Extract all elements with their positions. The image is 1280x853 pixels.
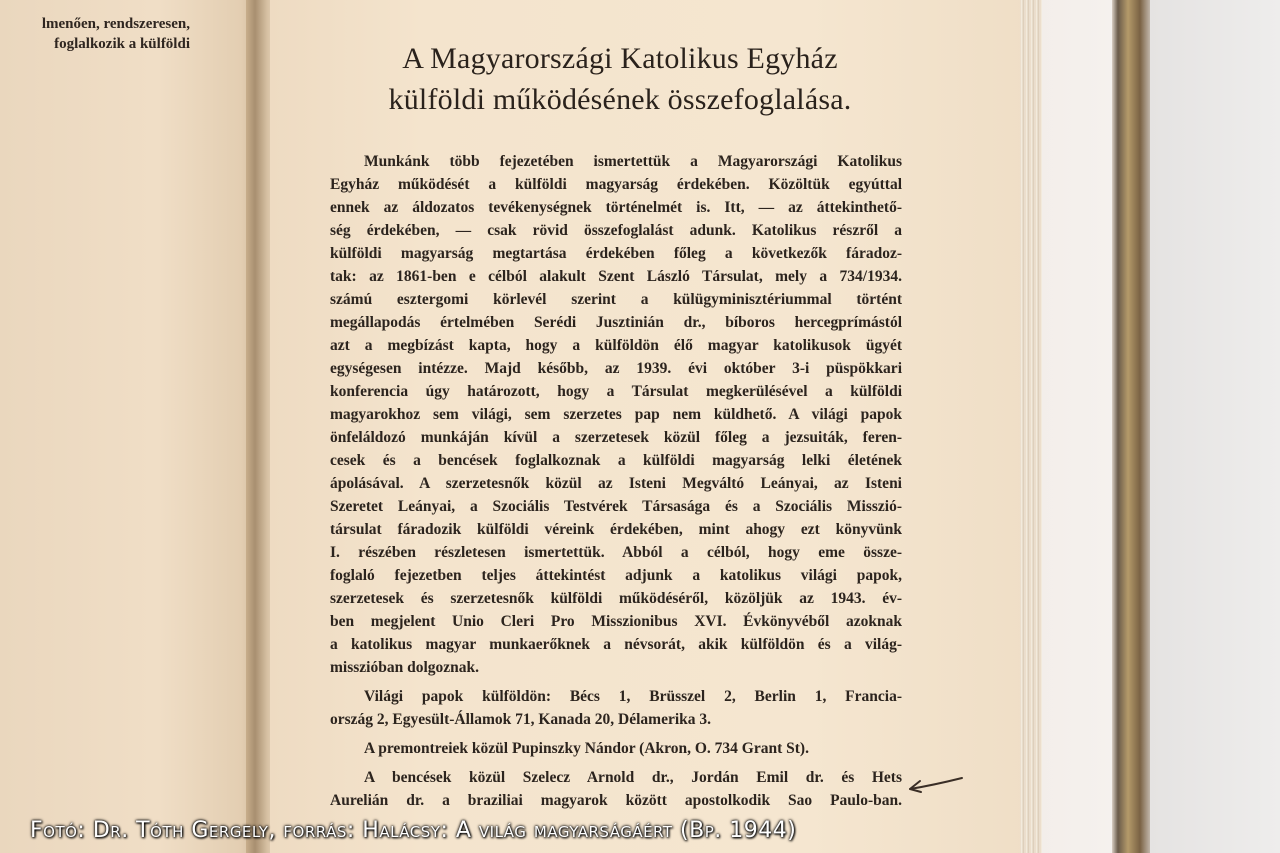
body-line: társulat fáradozik külföldi véreink érdekében, mint ahogy ezt könyvünk bbox=[330, 521, 902, 538]
left-page-text bbox=[0, 0, 190, 54]
body-line: foglaló fejezetben teljes áttekintést adjunk a katolikus világi papok, bbox=[330, 567, 902, 584]
body-text bbox=[330, 150, 902, 812]
body-line: megállapodás értelmében Serédi Jusztinián dr., bíboros hercegprímástól bbox=[330, 314, 902, 331]
body-line: Aurelián dr. a braziliai magyarok között apostolkodik Sao Paulo-ban. bbox=[330, 792, 902, 809]
body-line: A bencések közül Szelecz Arnold dr., Jordán Emil dr. és Hets bbox=[364, 769, 902, 786]
page-edges bbox=[1020, 0, 1042, 853]
chapter-title-line-2: külföldi működésének összefoglalása. bbox=[388, 83, 852, 116]
body-line: ennek az áldozatos tevékenységnek történelmét is. Itt, — az áttekinthető- bbox=[330, 199, 902, 216]
left-page-line bbox=[0, 0, 190, 14]
body-line: cesek és a bencések foglalkoznak a külföldi magyarság lelki életének bbox=[330, 452, 902, 469]
photo-credit-caption: Fotó: Dr. Tóth Gergely, forrás: Halácsy: A világ magyarságáért (Bp. 1944) bbox=[30, 818, 797, 843]
body-line: ben megjelent Unio Cleri Pro Misszionibus XVI. Évkönyvéből azoknak bbox=[330, 613, 902, 630]
body-line: ország 2, Egyesült-Államok 71, Kanada 20, Délamerika 3. bbox=[330, 711, 712, 728]
body-line: Szeretet Leányai, a Szociális Testvérek Társasága és a Szociális Misszió- bbox=[330, 498, 902, 515]
chapter-title-line-1: A Magyarországi Katolikus Egyház bbox=[402, 42, 838, 75]
body-line: a katolikus magyar munkaerőknek a névsorát, akik külföldön és a világ- bbox=[330, 636, 902, 653]
body-line: ség érdekében, — csak rövid összefoglalást adunk. Katolikus részről a bbox=[330, 222, 902, 239]
hand-drawn-arrow-icon bbox=[906, 773, 966, 795]
body-line: konferencia úgy határozott, hogy a Társulat megkerülésével a külföldi bbox=[330, 383, 902, 400]
body-line: I. részében részletesen ismertettük. Abból a célból, hogy eme össze- bbox=[330, 544, 902, 561]
body-line: szerzetesek és szerzetesnők külföldi működéséről, közöljük az 1943. év- bbox=[330, 590, 902, 607]
body-line: önfeláldozó munkáján kívül a szerzetesek közül főleg a jezsuiták, feren- bbox=[330, 429, 902, 446]
book-cover-edge bbox=[1112, 0, 1152, 853]
body-line: Egyház működését a külföldi magyarság érdekében. Közöltük egyúttal bbox=[330, 176, 902, 193]
body-line: Világi papok külföldön: Bécs 1, Brüsszel 2, Berlin 1, Francia- bbox=[364, 688, 902, 705]
body-line: azt a megbízást kapta, hogy a külföldön élő magyar katolikusok ügyét bbox=[330, 337, 902, 354]
background-surface bbox=[1150, 0, 1280, 853]
left-page bbox=[0, 0, 262, 853]
left-page-line: lmenően, rendszeresen, bbox=[41, 16, 190, 32]
body-line: misszióban dolgoznak. bbox=[330, 659, 480, 676]
body-line: számú esztergomi körlevél szerint a külügyminisztériummal történt bbox=[330, 291, 902, 308]
body-line: magyarokhoz sem világi, sem szerzetes pap nem küldhető. A világi papok bbox=[330, 406, 902, 423]
body-line: A premontreiek közül Pupinszky Nándor (Akron, O. 734 Grant St). bbox=[364, 740, 809, 757]
body-line: Munkánk több fejezetében ismertettük a Magyarországi Katolikus bbox=[364, 153, 902, 170]
body-line: tak: az 1861-ben e célból alakult Szent László Társulat, mely a 734/1934. bbox=[330, 268, 902, 285]
body-line: egységesen intézze. Majd később, az 1939. évi október 3-i püspökkari bbox=[330, 360, 902, 377]
body-line: külföldi magyarság megtartása érdekében főleg a következők fáradoz- bbox=[330, 245, 902, 262]
left-page-line: foglalkozik a külföldi bbox=[54, 36, 190, 52]
body-line: ápolásával. A szerzetesnők közül az Isteni Megváltó Leányai, az Isteni bbox=[330, 475, 902, 492]
